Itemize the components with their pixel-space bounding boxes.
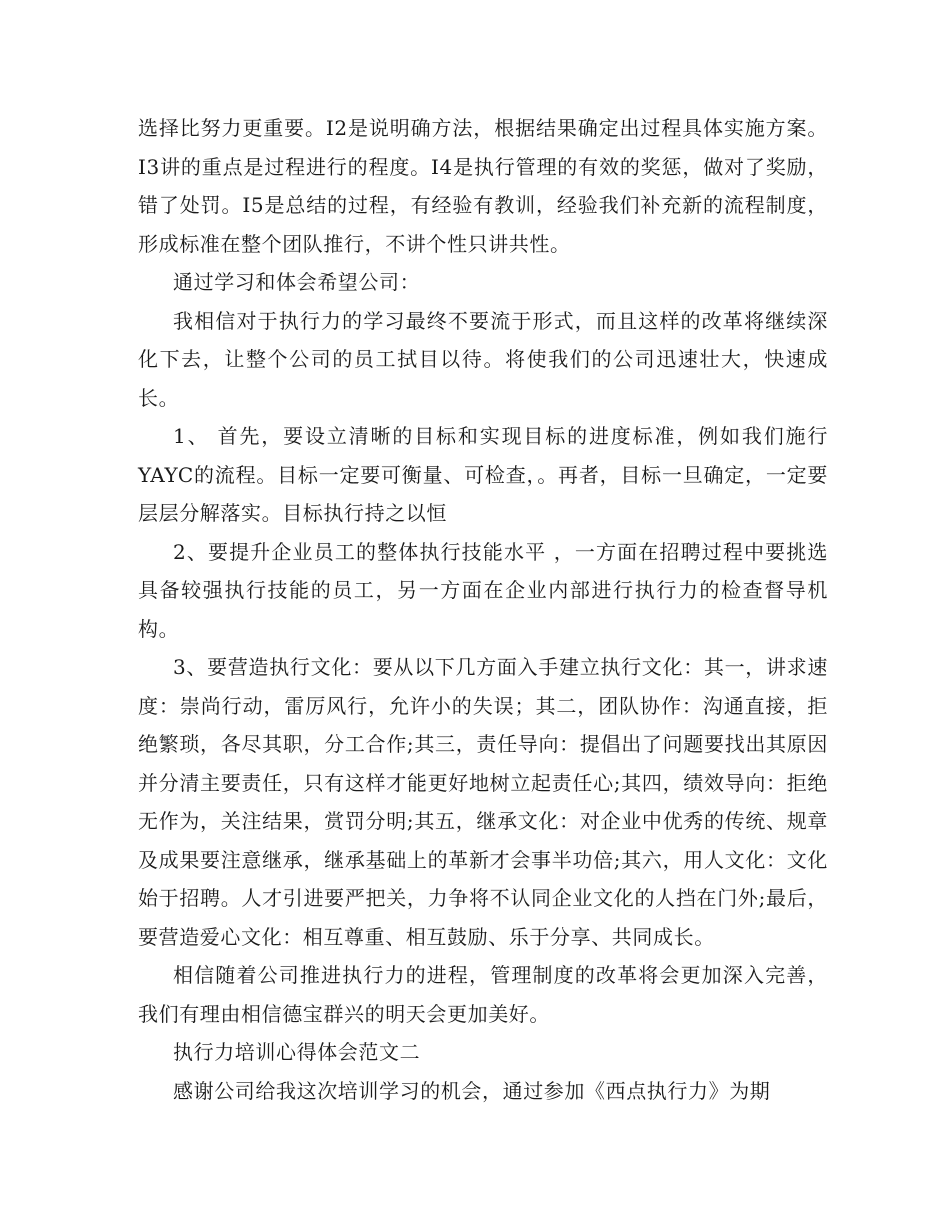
paragraph-hope-intro: 通过学习和体会希望公司： (173, 270, 421, 294)
document-body (138, 109, 828, 1110)
paragraph-continuation: 选择比努力更重要。I2是说明确方法，根据结果确定出过程具体实施方案。I3讲的重点是过程进行的程度。I4是执行管理的有效的奖惩，做对了奖励，错了处罚。I5是总结的过程，有经验有教训，经验我们补充新的流程制度，形成标准在整个团队推行，不讲个性只讲共性。 (138, 116, 828, 256)
paragraph-thanks: 感谢公司给我这次培训学习的机会，通过参加《西点执行力》为期 (173, 1078, 771, 1103)
paragraph-belief: 我相信对于执行力的学习最终不要流于形式，而且这样的改革将继续深化下去，让整个公司的员工拭目以待。将使我们的公司迅速壮大，快速成长。 (138, 308, 828, 410)
paragraph-point-3: 3、要营造执行文化：要从以下几方面入手建立执行文化：其一，讲求速度：崇尚行动，雷厉风行，允许小的失误；其二，团队协作：沟通直接，拒绝繁琐，各尽其职，分工合作;其三，责任导向：提倡出了问题要找出其原因并分清主要责任，只有这样才能更好地树立起责任心;其四，绩效导向：拒绝无作为，关注结果，赏罚分明;其五，继承文化：对企业中优秀的传统、规章及成果要注意继承，继承基础上的革新才会事半功倍;其六，用人文化：文化始于招聘。人才引进要严把关，力争将不认同企业文化的人挡在门外;最后，要营造爱心文化：相互尊重、相互鼓励、乐于分享、共同成长。 (138, 655, 828, 949)
paragraph-conclusion: 相信随着公司推进执行力的进程，管理制度的改革将会更加深入完善，我们有理由相信德宝群兴的明天会更加美好。 (138, 963, 828, 1026)
paragraph-point-2: 2、要提升企业员工的整体执行技能水平 ，一方面在招聘过程中要挑选具备较强执行技能的员工，另一方面在企业内部进行执行力的检查督导机构。 (138, 539, 828, 641)
paragraph-point-1: 1、 首先，要设立清晰的目标和实现目标的进度标准，例如我们施行YAYC的流程。目标一定要可衡量、可检查，。再者，目标一旦确定，一定要层层分解落实。目标执行持之以恒 (138, 424, 828, 525)
section-heading: 执行力培训心得体会范文二 (173, 1040, 421, 1064)
